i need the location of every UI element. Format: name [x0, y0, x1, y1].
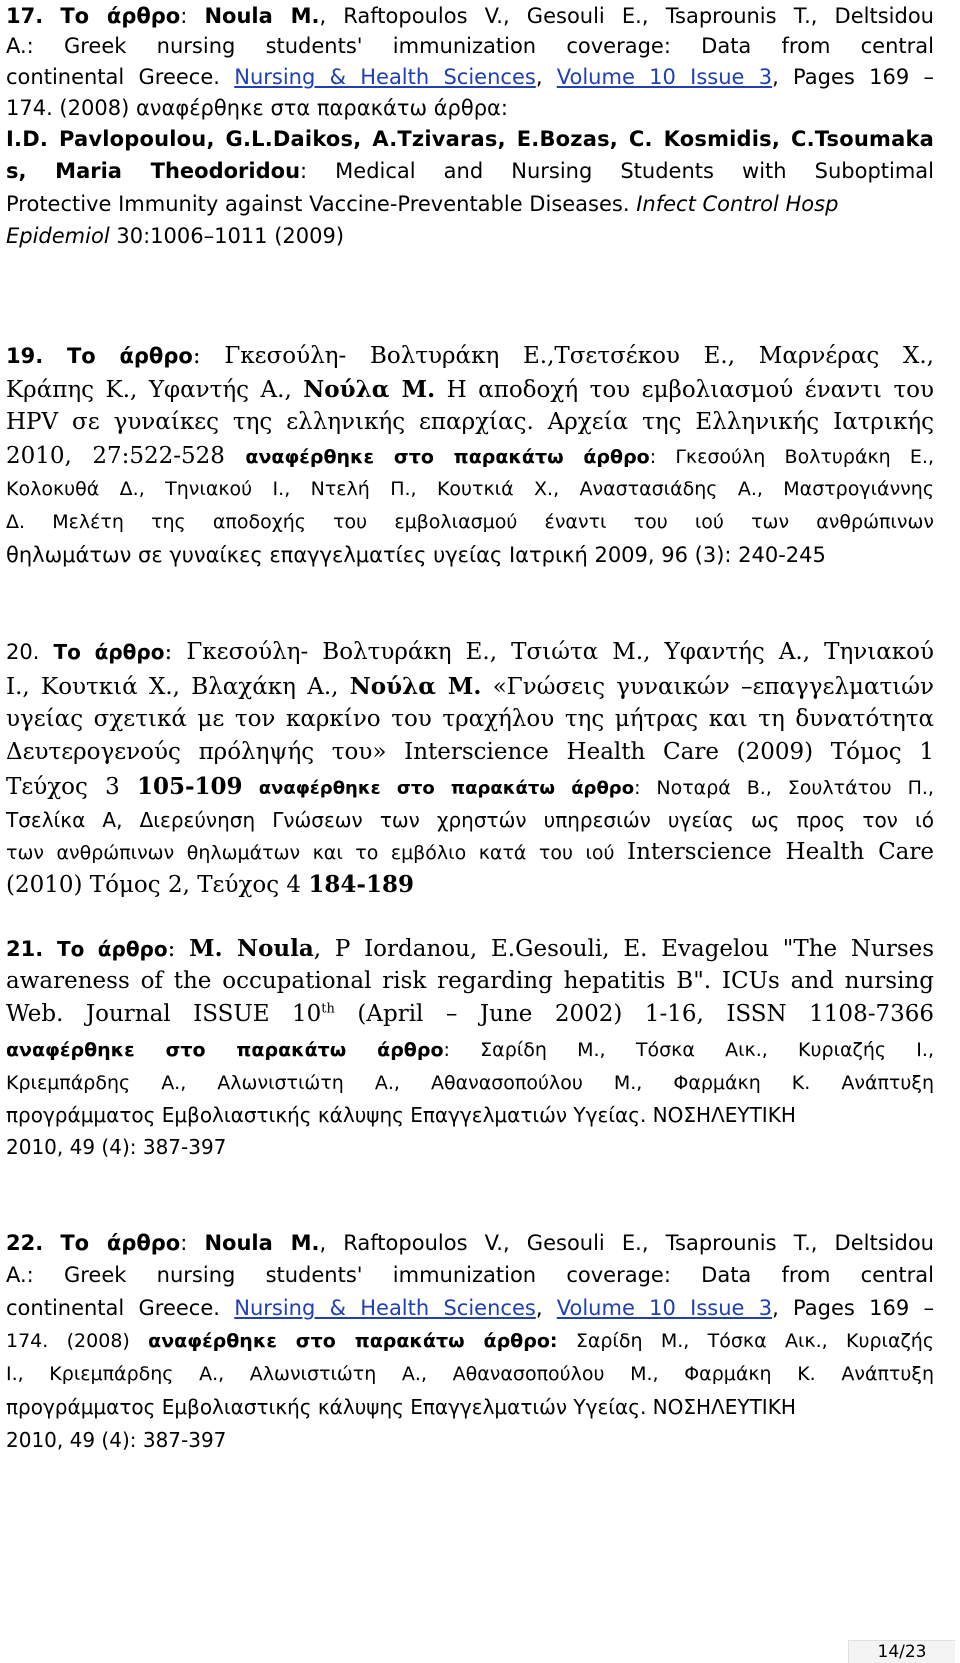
- entry-line: θηλωμάτων σε γυναίκες επαγγελματίες υγείας Ιατρική 2009, 96 (3): 240-245: [6, 543, 826, 567]
- entry-line: υγείας σχετικά με τον καρκίνο του τραχήλου της μήτρας και τη δυνατότητα: [6, 706, 934, 732]
- entry-line: Ι., Κριεμπάρδης Α., Αλωνιστιώτη Α., Αθανασοπούλου Μ., Φαρμάκη Κ. Ανάπτυξη: [6, 1363, 934, 1385]
- entry-number: 22.: [6, 1231, 44, 1255]
- entry-line: 20. Το άρθρο: Γκεσούλη- Βολτυράκη Ε., Τσιώτα Μ., Υφαντής Α., Τηνιακού: [6, 639, 934, 665]
- entry-line: των ανθρώπινων θηλωμάτων και το εμβόλιο κατά του ιού Interscience Health Care: [6, 839, 934, 865]
- entry-line: s, Maria Theodoridou: Medical and Nursing Students with Suboptimal: [6, 159, 934, 183]
- entry-line: A.: Greek nursing students' immunization coverage: Data from central: [6, 1263, 934, 1287]
- entry-line: Web. Journal ISSUE 10th (April – June 2002) 1-16, ISSN 1108-7366: [6, 1001, 935, 1027]
- entry-line: Epidemiol 30:1006–1011 (2009): [6, 224, 345, 248]
- entry-label: Το άρθρο: [56, 937, 168, 961]
- issue-link[interactable]: Volume 10 Issue 3: [556, 1296, 773, 1320]
- entry-line: Δευτερογενούς πρόληψής του» Interscience Health Care (2009) Τόμος 1: [6, 739, 934, 765]
- entry-line: Τσελίκα Α, Διερεύνηση Γνώσεων των χρηστών υπηρεσιών υγείας ως προς τον ιό: [6, 808, 934, 832]
- entry-line: Ι., Κουτκιά Χ., Βλαχάκη Α., Νούλα Μ. «Γνώσεις γυναικών –επαγγελματιών: [6, 673, 934, 700]
- entry-line: Κριεμπάρδης Α., Αλωνιστιώτη Α., Αθανασοπούλου Μ., Φαρμάκη Κ. Ανάπτυξη: [6, 1072, 934, 1094]
- entry-line: 174. (2008) αναφέρθηκε στα παρακάτω άρθρα:: [6, 96, 508, 120]
- entry-number: 17.: [6, 4, 44, 28]
- entry-number: 20.: [6, 640, 40, 664]
- entry-line: Protective Immunity against Vaccine-Preventable Diseases. Infect Control Hosp: [6, 192, 839, 216]
- entry-number: 21.: [6, 937, 44, 961]
- entry-line: αναφέρθηκε στο παρακάτω άρθρο: Σαρίδη Μ., Τόσκα Αικ., Κυριαζής Ι.,: [6, 1039, 934, 1061]
- journal-link[interactable]: Nursing & Health Sciences: [234, 65, 536, 89]
- entry-line: Κολοκυθά Δ., Τηνιακού Ι., Ντελή Π., Κουτκιά Χ., Αναστασιάδης Α., Μαστρογιάννης: [6, 478, 934, 500]
- entry-line: προγράμματος Εμβολιαστικής κάλυψης Επαγγελματιών Υγείας. ΝΟΣΗΛΕΥΤΙΚΗ: [6, 1395, 796, 1419]
- entry-line: 2010, 49 (4): 387-397: [6, 1428, 227, 1452]
- entry-line: 19. Το άρθρο: Γκεσούλη- Βολτυράκη Ε.,Τσετσέκου Ε., Μαρνέρας Χ.,: [6, 343, 934, 369]
- entry-label: Το άρθρο: [66, 344, 193, 368]
- entry-label: Το άρθρο: [60, 4, 181, 28]
- entry-line: 174. (2008) αναφέρθηκε στο παρακάτω άρθρο: Σαρίδη Μ., Τόσκα Αικ., Κυριαζής: [6, 1330, 934, 1352]
- entry-line: Κράπης Κ., Υφαντής Α., Νούλα Μ. Η αποδοχή του εμβολιασμού έναντι του: [6, 376, 935, 403]
- entry-line: προγράμματος Εμβολιαστικής κάλυψης Επαγγελματιών Υγείας. ΝΟΣΗΛΕΥΤΙΚΗ: [6, 1103, 796, 1127]
- entry-line: Δ. Μελέτη της αποδοχής του εμβολιασμού έναντι του ιού των ανθρώπινων: [6, 511, 934, 533]
- entry-line: A.: Greek nursing students' immunization coverage: Data from central: [6, 34, 934, 58]
- entry-number: 19.: [6, 344, 44, 368]
- entry-line: awareness of the occupational risk regarding hepatitis B". ICUs and nursing: [6, 968, 934, 994]
- entry-line: I.D. Pavlopoulou, G.L.Daikos, A.Tzivaras, E.Bozas, C. Kosmidis, C.Tsoumaka: [6, 127, 934, 151]
- entry-line: 22. Το άρθρο: Noula M., Raftopoulos V., Gesouli E., Tsaprounis T., Deltsidou: [6, 1231, 934, 1255]
- entry-line: Τεύχος 3 105-109 αναφέρθηκε στο παρακάτω άρθρο: Νοταρά Β., Σουλτάτου Π.,: [6, 773, 934, 800]
- entry-line: 2010, 27:522-528 αναφέρθηκε στο παρακάτω άρθρο: Γκεσούλη Βολτυράκη Ε.,: [6, 443, 934, 469]
- entry-line: continental Greece. Nursing & Health Sciences, Volume 10 Issue 3, Pages 169 –: [6, 1296, 934, 1320]
- entry-line: 17. Το άρθρο: Noula M., Raftopoulos V., Gesouli E., Tsaprounis T., Deltsidou: [6, 4, 934, 28]
- entry-line: 21. Το άρθρο: M. Noula, P Iordanou, E.Gesouli, E. Evagelou "The Nurses: [6, 935, 935, 962]
- page-number: 14/23: [848, 1640, 955, 1663]
- journal-link[interactable]: Nursing & Health Sciences: [234, 1296, 536, 1320]
- entry-line: HPV σε γυναίκες της ελληνικής επαρχίας. Αρχεία της Ελληνικής Ιατρικής: [6, 409, 934, 435]
- entry-line: (2010) Τόμος 2, Τεύχος 4 184-189: [6, 871, 414, 898]
- entry-label: Το άρθρο: [60, 1231, 181, 1255]
- issue-link[interactable]: Volume 10 Issue 3: [556, 65, 773, 89]
- entry-line: 2010, 49 (4): 387-397: [6, 1135, 227, 1159]
- entry-label: Το άρθρο: [53, 640, 165, 664]
- entry-line: continental Greece. Nursing & Health Sciences, Volume 10 Issue 3, Pages 169 –: [6, 65, 934, 89]
